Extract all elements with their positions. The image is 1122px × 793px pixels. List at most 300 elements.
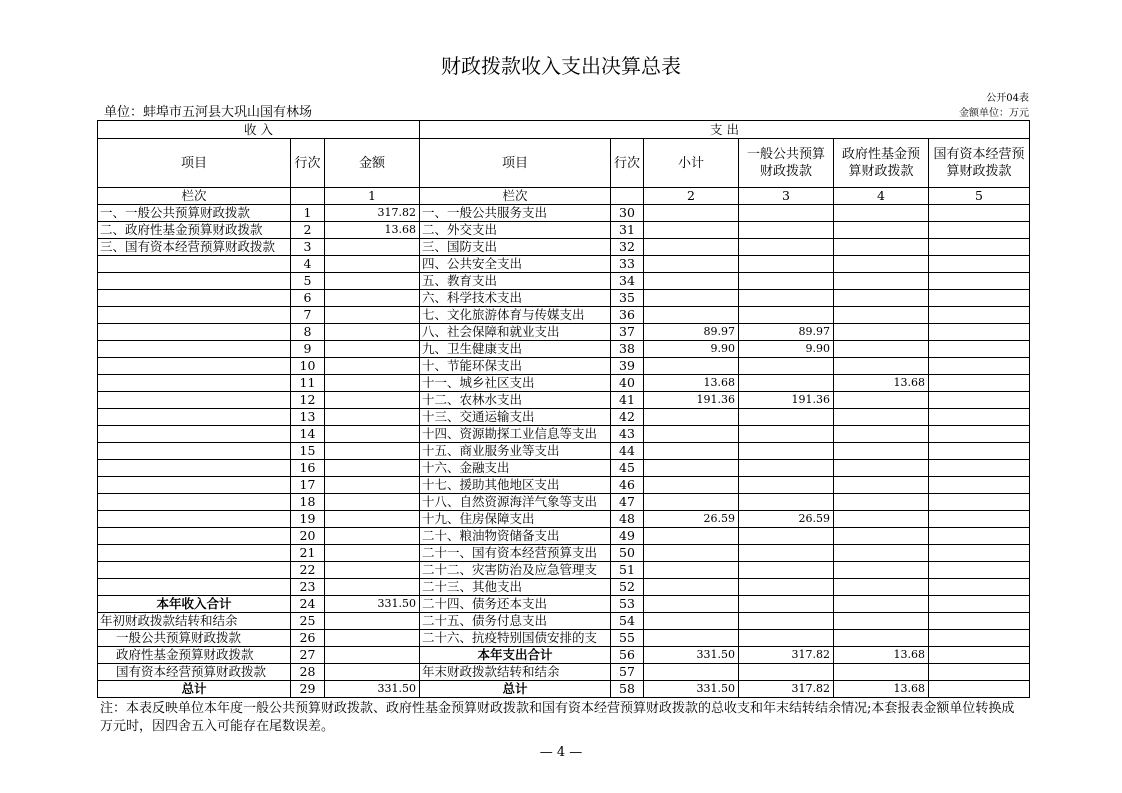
income-rowno-cell: 26 bbox=[291, 630, 325, 647]
table-row bbox=[98, 392, 1030, 409]
income-item-header: 项目 bbox=[98, 139, 291, 188]
income-amount-cell: 331.50 bbox=[325, 681, 420, 698]
income-rowno-cell: 19 bbox=[291, 511, 325, 528]
fund-budget-cell bbox=[834, 290, 929, 307]
income-amount-cell bbox=[325, 477, 420, 494]
subtotal-cell bbox=[644, 596, 739, 613]
table-row bbox=[98, 528, 1030, 545]
expense-rowno-cell: 30 bbox=[611, 205, 644, 222]
table-row bbox=[98, 256, 1030, 273]
table-row bbox=[98, 409, 1030, 426]
income-item-cell bbox=[98, 460, 291, 477]
income-amount-cell bbox=[325, 579, 420, 596]
general-budget-cell bbox=[739, 273, 834, 290]
table-row bbox=[98, 562, 1030, 579]
expense-rowno-cell: 38 bbox=[611, 341, 644, 358]
expense-item-cell: 二十六、抗疫特别国债安排的支 bbox=[420, 630, 611, 647]
subtotal-cell bbox=[644, 545, 739, 562]
expense-rowno-cell: 58 bbox=[611, 681, 644, 698]
income-amount-cell: 13.68 bbox=[325, 222, 420, 239]
state-capital-cell bbox=[929, 477, 1030, 494]
subtotal-cell: 89.97 bbox=[644, 324, 739, 341]
fund-budget-cell bbox=[834, 341, 929, 358]
state-capital-cell bbox=[929, 324, 1030, 341]
income-item-cell bbox=[98, 324, 291, 341]
income-amount-cell bbox=[325, 256, 420, 273]
expense-header: 支 出 bbox=[420, 121, 1030, 139]
expense-rowno-cell: 57 bbox=[611, 664, 644, 681]
fund-budget-cell bbox=[834, 324, 929, 341]
state-capital-cell bbox=[929, 358, 1030, 375]
income-item-cell: 本年收入合计 bbox=[98, 596, 291, 613]
expense-item-cell: 二十五、债务付息支出 bbox=[420, 613, 611, 630]
form-number: 公开04表 bbox=[986, 93, 1029, 104]
subtotal-cell bbox=[644, 579, 739, 596]
subtotal-cell bbox=[644, 562, 739, 579]
expense-rowno-cell: 41 bbox=[611, 392, 644, 409]
expense-item-cell: 十、节能环保支出 bbox=[420, 358, 611, 375]
table-row bbox=[98, 239, 1030, 256]
income-amount-cell bbox=[325, 426, 420, 443]
income-item-cell bbox=[98, 256, 291, 273]
table-row bbox=[98, 579, 1030, 596]
table-row bbox=[98, 324, 1030, 341]
general-budget-cell bbox=[739, 256, 834, 273]
table-row bbox=[98, 358, 1030, 375]
state-capital-cell bbox=[929, 647, 1030, 664]
expense-rowno-cell: 37 bbox=[611, 324, 644, 341]
state-capital-cell bbox=[929, 409, 1030, 426]
state-capital-cell bbox=[929, 426, 1030, 443]
income-item-cell bbox=[98, 358, 291, 375]
expense-rowno-cell: 36 bbox=[611, 307, 644, 324]
income-rowno-cell: 3 bbox=[291, 239, 325, 256]
expense-item-cell: 二十一、国有资本经营预算支出 bbox=[420, 545, 611, 562]
income-rowno-cell: 13 bbox=[291, 409, 325, 426]
expense-item-cell: 二、外交支出 bbox=[420, 222, 611, 239]
col-number: 3 bbox=[739, 188, 834, 205]
income-rowno-cell: 22 bbox=[291, 562, 325, 579]
subtotal-cell bbox=[644, 613, 739, 630]
income-amount-cell bbox=[325, 613, 420, 630]
income-item-cell bbox=[98, 290, 291, 307]
state-capital-cell bbox=[929, 205, 1030, 222]
income-header: 收 入 bbox=[98, 121, 420, 139]
income-amount-cell bbox=[325, 528, 420, 545]
state-capital-cell bbox=[929, 307, 1030, 324]
fund-budget-cell bbox=[834, 613, 929, 630]
subtotal-cell bbox=[644, 477, 739, 494]
general-budget-cell bbox=[739, 290, 834, 307]
money-unit: 金额单位：万元 bbox=[959, 108, 1029, 119]
table-row bbox=[98, 681, 1030, 698]
general-budget-cell: 26.59 bbox=[739, 511, 834, 528]
income-rowno-cell: 14 bbox=[291, 426, 325, 443]
income-item-cell bbox=[98, 562, 291, 579]
expense-rowno-header: 行次 bbox=[611, 139, 644, 188]
expense-rowno-cell: 51 bbox=[611, 562, 644, 579]
subtotal-cell bbox=[644, 664, 739, 681]
income-item-cell bbox=[98, 494, 291, 511]
lanci-label: 栏次 bbox=[98, 188, 291, 205]
income-item-cell: 年初财政拨款结转和结余 bbox=[98, 613, 291, 630]
income-item-cell bbox=[98, 409, 291, 426]
general-budget-cell: 317.82 bbox=[739, 681, 834, 698]
subtotal-cell: 331.50 bbox=[644, 681, 739, 698]
income-rowno-cell: 20 bbox=[291, 528, 325, 545]
expense-item-cell: 二十三、其他支出 bbox=[420, 579, 611, 596]
expense-item-cell: 十四、资源勘探工业信息等支出 bbox=[420, 426, 611, 443]
expense-item-cell: 二十、粮油物资储备支出 bbox=[420, 528, 611, 545]
income-rowno-cell: 15 bbox=[291, 443, 325, 460]
income-rowno-cell: 2 bbox=[291, 222, 325, 239]
income-rowno-header: 行次 bbox=[291, 139, 325, 188]
income-rowno-cell: 10 bbox=[291, 358, 325, 375]
col-number: 5 bbox=[929, 188, 1030, 205]
income-rowno-cell: 24 bbox=[291, 596, 325, 613]
income-item-cell: 国有资本经营预算财政拨款 bbox=[98, 664, 291, 681]
table-row bbox=[98, 596, 1030, 613]
table-row bbox=[98, 545, 1030, 562]
income-item-cell bbox=[98, 443, 291, 460]
fund-budget-cell bbox=[834, 443, 929, 460]
state-capital-cell bbox=[929, 443, 1030, 460]
expense-rowno-cell: 46 bbox=[611, 477, 644, 494]
expense-item-cell: 二十四、债务还本支出 bbox=[420, 596, 611, 613]
income-item-cell bbox=[98, 528, 291, 545]
expense-item-cell: 七、文化旅游体育与传媒支出 bbox=[420, 307, 611, 324]
state-capital-cell bbox=[929, 562, 1030, 579]
expense-item-cell: 三、国防支出 bbox=[420, 239, 611, 256]
income-item-cell bbox=[98, 545, 291, 562]
income-item-cell bbox=[98, 579, 291, 596]
table-row bbox=[98, 222, 1030, 239]
expense-rowno-cell: 53 bbox=[611, 596, 644, 613]
general-budget-cell bbox=[739, 426, 834, 443]
table-row bbox=[98, 511, 1030, 528]
fund-budget-cell bbox=[834, 426, 929, 443]
subtotal-cell bbox=[644, 528, 739, 545]
income-item-cell bbox=[98, 341, 291, 358]
expense-item-cell: 十一、城乡社区支出 bbox=[420, 375, 611, 392]
income-rowno-cell: 12 bbox=[291, 392, 325, 409]
expense-rowno-cell: 47 bbox=[611, 494, 644, 511]
general-budget-cell bbox=[739, 239, 834, 256]
expense-item-cell: 四、公共安全支出 bbox=[420, 256, 611, 273]
subtotal-cell: 9.90 bbox=[644, 341, 739, 358]
general-budget-cell bbox=[739, 375, 834, 392]
expense-item-header: 项目 bbox=[420, 139, 611, 188]
general-budget-cell bbox=[739, 528, 834, 545]
fund-budget-cell bbox=[834, 528, 929, 545]
expense-rowno-cell: 39 bbox=[611, 358, 644, 375]
lanci-label: 栏次 bbox=[420, 188, 611, 205]
col-number: 2 bbox=[644, 188, 739, 205]
state-capital-cell bbox=[929, 341, 1030, 358]
income-item-cell: 一、一般公共预算财政拨款 bbox=[98, 205, 291, 222]
expense-item-cell: 十七、援助其他地区支出 bbox=[420, 477, 611, 494]
income-item-cell bbox=[98, 511, 291, 528]
general-budget-cell bbox=[739, 358, 834, 375]
general-budget-cell bbox=[739, 222, 834, 239]
income-rowno-cell: 4 bbox=[291, 256, 325, 273]
income-rowno-cell: 6 bbox=[291, 290, 325, 307]
income-rowno-cell: 17 bbox=[291, 477, 325, 494]
subtotal-cell bbox=[644, 222, 739, 239]
income-item-cell: 二、政府性基金预算财政拨款 bbox=[98, 222, 291, 239]
fund-budget-cell bbox=[834, 664, 929, 681]
subtotal-cell bbox=[644, 426, 739, 443]
general-budget-cell: 89.97 bbox=[739, 324, 834, 341]
expense-rowno-cell: 48 bbox=[611, 511, 644, 528]
expense-item-cell: 总计 bbox=[420, 681, 611, 698]
fund-budget-cell bbox=[834, 596, 929, 613]
expense-rowno-cell: 45 bbox=[611, 460, 644, 477]
expense-item-cell: 十六、金融支出 bbox=[420, 460, 611, 477]
fund-budget-cell: 13.68 bbox=[834, 375, 929, 392]
income-amount-cell bbox=[325, 392, 420, 409]
income-amount-cell bbox=[325, 494, 420, 511]
subtotal-cell bbox=[644, 494, 739, 511]
table-row bbox=[98, 273, 1030, 290]
table-row bbox=[98, 613, 1030, 630]
general-budget-cell bbox=[739, 579, 834, 596]
table-row bbox=[98, 494, 1030, 511]
state-capital-cell bbox=[929, 528, 1030, 545]
expense-item-cell: 年末财政拨款结转和结余 bbox=[420, 664, 611, 681]
income-amount-cell bbox=[325, 341, 420, 358]
income-rowno-cell: 29 bbox=[291, 681, 325, 698]
state-capital-header: 国有资本经营预算财政拨款 bbox=[929, 139, 1030, 188]
state-capital-cell bbox=[929, 664, 1030, 681]
budget-table bbox=[97, 120, 1030, 698]
subtotal-cell bbox=[644, 358, 739, 375]
page-title: 财政拨款收入支出决算总表 bbox=[441, 54, 681, 78]
income-item-cell bbox=[98, 307, 291, 324]
fund-budget-cell bbox=[834, 494, 929, 511]
lanci-blank bbox=[291, 188, 325, 205]
subtotal-cell bbox=[644, 443, 739, 460]
income-item-cell: 总计 bbox=[98, 681, 291, 698]
income-amount-cell bbox=[325, 630, 420, 647]
expense-item-cell: 五、教育支出 bbox=[420, 273, 611, 290]
fund-budget-cell bbox=[834, 579, 929, 596]
expense-rowno-cell: 56 bbox=[611, 647, 644, 664]
income-rowno-cell: 8 bbox=[291, 324, 325, 341]
general-budget-cell bbox=[739, 664, 834, 681]
income-item-cell bbox=[98, 273, 291, 290]
general-budget-cell: 317.82 bbox=[739, 647, 834, 664]
table-row bbox=[98, 307, 1030, 324]
income-amount-cell bbox=[325, 409, 420, 426]
income-item-cell: 一般公共预算财政拨款 bbox=[98, 630, 291, 647]
state-capital-cell bbox=[929, 630, 1030, 647]
subtotal-header: 小计 bbox=[644, 139, 739, 188]
income-rowno-cell: 16 bbox=[291, 460, 325, 477]
expense-item-cell: 十三、交通运输支出 bbox=[420, 409, 611, 426]
fund-budget-header: 政府性基金预算财政拨款 bbox=[834, 139, 929, 188]
income-item-cell: 政府性基金预算财政拨款 bbox=[98, 647, 291, 664]
general-budget-cell bbox=[739, 562, 834, 579]
fund-budget-cell bbox=[834, 239, 929, 256]
income-rowno-cell: 18 bbox=[291, 494, 325, 511]
fund-budget-cell bbox=[834, 205, 929, 222]
subtotal-cell bbox=[644, 460, 739, 477]
expense-rowno-cell: 34 bbox=[611, 273, 644, 290]
income-rowno-cell: 5 bbox=[291, 273, 325, 290]
fund-budget-cell bbox=[834, 511, 929, 528]
general-budget-cell bbox=[739, 205, 834, 222]
income-rowno-cell: 7 bbox=[291, 307, 325, 324]
general-budget-cell: 191.36 bbox=[739, 392, 834, 409]
subtotal-cell bbox=[644, 273, 739, 290]
subtotal-cell bbox=[644, 409, 739, 426]
income-amount-cell bbox=[325, 239, 420, 256]
subtotal-cell bbox=[644, 290, 739, 307]
general-budget-cell bbox=[739, 545, 834, 562]
expense-rowno-cell: 49 bbox=[611, 528, 644, 545]
expense-rowno-cell: 42 bbox=[611, 409, 644, 426]
state-capital-cell bbox=[929, 375, 1030, 392]
general-budget-header: 一般公共预算财政拨款 bbox=[739, 139, 834, 188]
state-capital-cell bbox=[929, 392, 1030, 409]
subtotal-cell: 191.36 bbox=[644, 392, 739, 409]
income-item-cell bbox=[98, 477, 291, 494]
income-amount-cell bbox=[325, 664, 420, 681]
expense-rowno-cell: 31 bbox=[611, 222, 644, 239]
subtotal-cell bbox=[644, 630, 739, 647]
income-amount-cell bbox=[325, 307, 420, 324]
footnote: 注：本表反映单位本年度一般公共预算财政拨款、政府性基金预算财政拨款和国有资本经营预算财政拨款的总收支和年末结转结余情况;本套报表金额单位转换成万元时，因四舍五入可能存在尾数误差。 bbox=[100, 701, 1015, 734]
subtotal-cell bbox=[644, 205, 739, 222]
col-number: 1 bbox=[325, 188, 420, 205]
fund-budget-cell bbox=[834, 562, 929, 579]
page-number: — 4 — bbox=[539, 745, 583, 760]
state-capital-cell bbox=[929, 256, 1030, 273]
general-budget-cell: 9.90 bbox=[739, 341, 834, 358]
income-item-cell bbox=[98, 426, 291, 443]
income-rowno-cell: 11 bbox=[291, 375, 325, 392]
income-amount-cell bbox=[325, 290, 420, 307]
subtotal-cell bbox=[644, 239, 739, 256]
subtotal-cell bbox=[644, 307, 739, 324]
state-capital-cell bbox=[929, 579, 1030, 596]
expense-item-cell: 九、卫生健康支出 bbox=[420, 341, 611, 358]
table-row bbox=[98, 647, 1030, 664]
expense-rowno-cell: 35 bbox=[611, 290, 644, 307]
state-capital-cell bbox=[929, 596, 1030, 613]
fund-budget-cell bbox=[834, 545, 929, 562]
state-capital-cell bbox=[929, 290, 1030, 307]
fund-budget-cell bbox=[834, 477, 929, 494]
expense-rowno-cell: 40 bbox=[611, 375, 644, 392]
table-row bbox=[98, 630, 1030, 647]
state-capital-cell bbox=[929, 613, 1030, 630]
expense-rowno-cell: 32 bbox=[611, 239, 644, 256]
income-amount-cell: 331.50 bbox=[325, 596, 420, 613]
state-capital-cell bbox=[929, 681, 1030, 698]
table-row bbox=[98, 477, 1030, 494]
expense-item-cell: 十九、住房保障支出 bbox=[420, 511, 611, 528]
state-capital-cell bbox=[929, 222, 1030, 239]
state-capital-cell bbox=[929, 273, 1030, 290]
fund-budget-cell: 13.68 bbox=[834, 681, 929, 698]
table-row bbox=[98, 341, 1030, 358]
table-row bbox=[98, 290, 1030, 307]
fund-budget-cell bbox=[834, 273, 929, 290]
income-amount-cell bbox=[325, 562, 420, 579]
expense-item-cell: 六、科学技术支出 bbox=[420, 290, 611, 307]
income-rowno-cell: 28 bbox=[291, 664, 325, 681]
expense-item-cell: 二十二、灾害防治及应急管理支 bbox=[420, 562, 611, 579]
expense-item-cell: 八、社会保障和就业支出 bbox=[420, 324, 611, 341]
subtotal-cell bbox=[644, 256, 739, 273]
expense-rowno-cell: 52 bbox=[611, 579, 644, 596]
income-amount-cell bbox=[325, 358, 420, 375]
income-amount-cell bbox=[325, 511, 420, 528]
income-amount-cell bbox=[325, 443, 420, 460]
state-capital-cell bbox=[929, 511, 1030, 528]
expense-rowno-cell: 44 bbox=[611, 443, 644, 460]
fund-budget-cell bbox=[834, 630, 929, 647]
income-rowno-cell: 23 bbox=[291, 579, 325, 596]
fund-budget-cell bbox=[834, 256, 929, 273]
subtotal-cell: 26.59 bbox=[644, 511, 739, 528]
expense-item-cell: 本年支出合计 bbox=[420, 647, 611, 664]
fund-budget-cell bbox=[834, 392, 929, 409]
fund-budget-cell bbox=[834, 222, 929, 239]
state-capital-cell bbox=[929, 239, 1030, 256]
income-amount-cell bbox=[325, 324, 420, 341]
income-amount-cell bbox=[325, 647, 420, 664]
general-budget-cell bbox=[739, 307, 834, 324]
income-item-cell: 三、国有资本经营预算财政拨款 bbox=[98, 239, 291, 256]
general-budget-cell bbox=[739, 613, 834, 630]
state-capital-cell bbox=[929, 460, 1030, 477]
fund-budget-cell bbox=[834, 307, 929, 324]
table-row bbox=[98, 205, 1030, 222]
general-budget-cell bbox=[739, 494, 834, 511]
income-rowno-cell: 9 bbox=[291, 341, 325, 358]
expense-rowno-cell: 33 bbox=[611, 256, 644, 273]
general-budget-cell bbox=[739, 477, 834, 494]
subtotal-cell: 331.50 bbox=[644, 647, 739, 664]
table-row bbox=[98, 375, 1030, 392]
expense-item-cell: 十八、自然资源海洋气象等支出 bbox=[420, 494, 611, 511]
income-rowno-cell: 1 bbox=[291, 205, 325, 222]
income-rowno-cell: 27 bbox=[291, 647, 325, 664]
income-amount-cell bbox=[325, 273, 420, 290]
general-budget-cell bbox=[739, 409, 834, 426]
income-amount-cell: 317.82 bbox=[325, 205, 420, 222]
subtotal-cell: 13.68 bbox=[644, 375, 739, 392]
lanci-blank bbox=[611, 188, 644, 205]
table-row bbox=[98, 443, 1030, 460]
income-item-cell bbox=[98, 375, 291, 392]
expense-rowno-cell: 43 bbox=[611, 426, 644, 443]
income-rowno-cell: 21 bbox=[291, 545, 325, 562]
general-budget-cell bbox=[739, 630, 834, 647]
reporting-unit: 单位：蚌埠市五河县大巩山国有林场 bbox=[104, 105, 313, 120]
income-amount-cell bbox=[325, 460, 420, 477]
expense-rowno-cell: 54 bbox=[611, 613, 644, 630]
state-capital-cell bbox=[929, 545, 1030, 562]
fund-budget-cell: 13.68 bbox=[834, 647, 929, 664]
col-number: 4 bbox=[834, 188, 929, 205]
expense-item-cell: 十五、商业服务业等支出 bbox=[420, 443, 611, 460]
table-row bbox=[98, 426, 1030, 443]
expense-rowno-cell: 50 bbox=[611, 545, 644, 562]
